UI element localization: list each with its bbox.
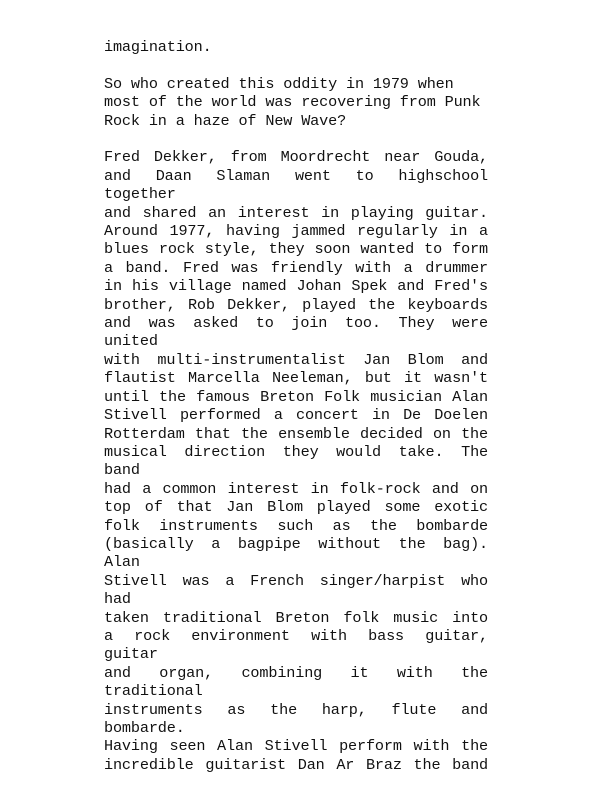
- paragraph-3: [104, 148, 596, 774]
- document-page: [104, 38, 596, 793]
- text-line: with multi-instrumentalist Jan Blom and: [104, 350, 488, 369]
- text-line: Having seen Alan Stivell perform with the: [104, 737, 488, 756]
- text-line: had a common interest in folk-rock and on: [104, 479, 488, 498]
- text-line: So who created this oddity in 1979 when: [104, 74, 454, 93]
- text-line: Rock in a haze of New Wave?: [104, 111, 347, 130]
- text-line: (basically a bagpipe without the bag). Alan: [104, 534, 488, 572]
- text-line: a rock environment with bass guitar, guitar: [104, 626, 488, 664]
- text-line: musical direction they would take. The band: [104, 442, 488, 480]
- text-line: most of the world was recovering from Punk: [104, 93, 481, 112]
- text-line: brother, Rob Dekker, played the keyboards: [104, 295, 488, 314]
- text-line: imagination.: [104, 38, 212, 56]
- text-line: instruments as the harp, flute and bombarde.: [104, 700, 488, 737]
- text-line: until the famous Breton Folk musician Alan: [104, 387, 488, 406]
- text-line: Stivell was a French singer/harpist who had: [104, 571, 488, 609]
- paragraph-1: [104, 38, 596, 56]
- text-line: and shared an interest in playing guitar.: [104, 203, 488, 222]
- text-line: in his village named Johan Spek and Fred's: [104, 277, 488, 296]
- text-line: taken traditional Breton folk music into: [104, 608, 488, 627]
- text-line: Fred Dekker, from Moordrecht near Gouda,: [104, 148, 488, 167]
- paragraph-2: [104, 75, 596, 130]
- text-line: Stivell performed a concert in De Doelen: [104, 406, 488, 425]
- text-line: and was asked to join too. They were united: [104, 314, 488, 351]
- text-line: incredible guitarist Dan Ar Braz the band: [104, 755, 488, 774]
- text-line: folk instruments such as the bombarde: [104, 516, 488, 535]
- text-line: a band. Fred was friendly with a drummer: [104, 258, 488, 277]
- text-line: blues rock style, they soon wanted to form: [104, 240, 488, 259]
- text-line: and organ, combining it with the traditional: [104, 663, 488, 701]
- text-line: flautist Marcella Neeleman, but it wasn't: [104, 369, 488, 388]
- text-line: Rotterdam that the ensemble decided on the: [104, 424, 488, 443]
- text-line: top of that Jan Blom played some exotic: [104, 498, 488, 517]
- text-line: Around 1977, having jammed regularly in a: [104, 222, 488, 241]
- text-line: and Daan Slaman went to highschool together: [104, 166, 488, 204]
